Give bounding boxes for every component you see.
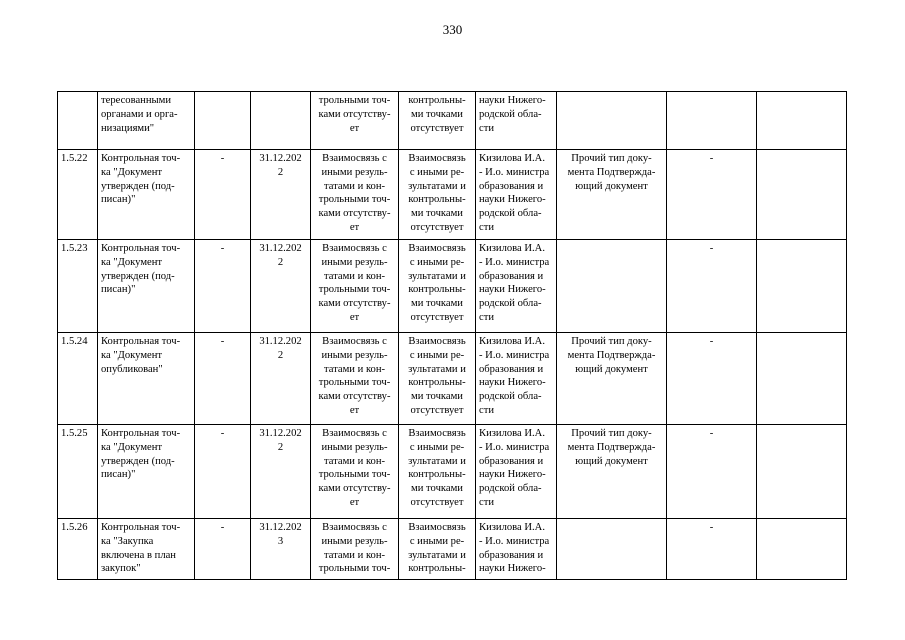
cell-number-text: 1.5.26 — [61, 522, 88, 533]
cell-control-points-text: Взаимосвязь с иными ре- зультатами и контрольны- — [408, 522, 466, 575]
cell-document-type — [557, 240, 667, 333]
cell-number — [58, 92, 98, 150]
cell-last — [667, 519, 757, 580]
cell-dash — [195, 425, 251, 519]
table-row — [58, 92, 847, 150]
cell-control-points-text: Взаимосвязь с иными ре- зультатами и контрольны- ми точками отсутствует — [408, 153, 466, 233]
table-row — [58, 150, 847, 240]
cell-empty — [757, 519, 847, 580]
cell-control-points — [399, 240, 476, 333]
cell-last-text: - — [709, 153, 714, 164]
cell-responsible — [476, 240, 557, 333]
cell-number — [58, 240, 98, 333]
cell-name — [98, 150, 195, 240]
cell-date-text: 31.12.202 2 — [259, 243, 302, 268]
cell-number — [58, 519, 98, 580]
cell-relation-text: Взаимосвязь с иными резуль- татами и кон- трольными точ- ками отсутству- ет — [318, 336, 391, 416]
cell-last-text: - — [709, 243, 714, 254]
cell-dash-text: - — [220, 522, 225, 533]
cell-responsible — [476, 92, 557, 150]
cell-empty — [757, 150, 847, 240]
cell-date — [251, 92, 311, 150]
control-points-table — [57, 91, 847, 580]
cell-dash-text: - — [220, 153, 225, 164]
cell-responsible-text: науки Нижего- родской обла- сти — [479, 95, 546, 134]
cell-relation — [311, 425, 399, 519]
cell-name-text: Контрольная точ- ка "Документ опубликован" — [101, 336, 181, 375]
cell-dash — [195, 333, 251, 425]
cell-dash — [195, 519, 251, 580]
cell-responsible-text: Кизилова И.А. - И.о. министра образования и науки Нижего- родской обла- сти — [479, 428, 550, 508]
cell-last — [667, 333, 757, 425]
cell-control-points — [399, 425, 476, 519]
cell-document-type-text: Прочий тип доку- мента Подтвержда- ющий документ — [567, 153, 656, 192]
cell-number-text: 1.5.22 — [61, 153, 88, 164]
cell-last — [667, 150, 757, 240]
cell-control-points-text: контрольны- ми точками отсутствует — [408, 95, 466, 134]
cell-last — [667, 240, 757, 333]
cell-last-text: - — [709, 336, 714, 347]
cell-relation-text: Взаимосвязь с иными резуль- татами и кон- трольными точ- ками отсутству- ет — [318, 243, 391, 323]
cell-date — [251, 150, 311, 240]
cell-control-points — [399, 150, 476, 240]
cell-date-text: 31.12.202 2 — [259, 428, 302, 453]
cell-responsible — [476, 150, 557, 240]
cell-dash — [195, 150, 251, 240]
cell-dash — [195, 240, 251, 333]
cell-control-points — [399, 333, 476, 425]
cell-relation — [311, 240, 399, 333]
cell-document-type — [557, 333, 667, 425]
cell-number — [58, 425, 98, 519]
cell-relation — [311, 92, 399, 150]
table-row — [58, 333, 847, 425]
cell-name — [98, 92, 195, 150]
table-row — [58, 425, 847, 519]
cell-name — [98, 425, 195, 519]
cell-responsible-text: Кизилова И.А. - И.о. министра образования и науки Нижего- — [479, 522, 550, 575]
cell-name-text: Контрольная точ- ка "Документ утвержден (под- писан)" — [101, 243, 181, 296]
cell-dash — [195, 92, 251, 150]
table-row — [58, 519, 847, 580]
cell-relation — [311, 150, 399, 240]
cell-responsible-text: Кизилова И.А. - И.о. министра образования и науки Нижего- родской обла- сти — [479, 153, 550, 233]
cell-number-text: 1.5.23 — [61, 243, 88, 254]
page-number: 330 — [442, 22, 463, 37]
cell-date-text: 31.12.202 2 — [259, 153, 302, 178]
cell-last-text: - — [709, 428, 714, 439]
cell-name — [98, 240, 195, 333]
cell-date — [251, 240, 311, 333]
cell-dash-text: - — [220, 428, 225, 439]
cell-relation — [311, 333, 399, 425]
cell-number-text: 1.5.25 — [61, 428, 88, 439]
cell-name-text: тересованными органами и орга- низациями" — [101, 95, 178, 134]
cell-control-points-text: Взаимосвязь с иными ре- зультатами и контрольны- ми точками отсутствует — [408, 336, 466, 416]
cell-relation-text: Взаимосвязь с иными резуль- татами и кон- трольными точ- ками отсутству- ет — [318, 153, 391, 233]
cell-document-type-text: Прочий тип доку- мента Подтвержда- ющий документ — [567, 336, 656, 375]
cell-empty — [757, 240, 847, 333]
cell-relation-text: трольными точ- ками отсутству- ет — [318, 95, 391, 134]
cell-name — [98, 333, 195, 425]
cell-empty — [757, 92, 847, 150]
cell-relation — [311, 519, 399, 580]
cell-number-text: 1.5.24 — [61, 336, 88, 347]
cell-last-text: - — [709, 522, 714, 533]
cell-responsible — [476, 519, 557, 580]
cell-relation-text: Взаимосвязь с иными резуль- татами и кон- трольными точ- — [318, 522, 391, 575]
cell-relation-text: Взаимосвязь с иными резуль- татами и кон- трольными точ- ками отсутству- ет — [318, 428, 391, 508]
cell-control-points — [399, 519, 476, 580]
cell-document-type — [557, 92, 667, 150]
cell-control-points — [399, 92, 476, 150]
cell-responsible-text: Кизилова И.А. - И.о. министра образования и науки Нижего- родской обла- сти — [479, 336, 550, 416]
cell-document-type — [557, 425, 667, 519]
cell-document-type — [557, 519, 667, 580]
cell-date-text: 31.12.202 2 — [259, 336, 302, 361]
cell-date-text: 31.12.202 3 — [259, 522, 302, 547]
cell-control-points-text: Взаимосвязь с иными ре- зультатами и контрольны- ми точками отсутствует — [408, 243, 466, 323]
cell-date — [251, 333, 311, 425]
cell-responsible-text: Кизилова И.А. - И.о. министра образования и науки Нижего- родской обла- сти — [479, 243, 550, 323]
cell-name — [98, 519, 195, 580]
cell-document-type-text: Прочий тип доку- мента Подтвержда- ющий документ — [567, 428, 656, 467]
cell-empty — [757, 333, 847, 425]
cell-number — [58, 150, 98, 240]
cell-last — [667, 425, 757, 519]
cell-empty — [757, 425, 847, 519]
table-row — [58, 240, 847, 333]
cell-responsible — [476, 333, 557, 425]
cell-number — [58, 333, 98, 425]
cell-responsible — [476, 425, 557, 519]
cell-name-text: Контрольная точ- ка "Закупка включена в план закупок" — [101, 522, 181, 575]
cell-date — [251, 425, 311, 519]
cell-name-text: Контрольная точ- ка "Документ утвержден (под- писан)" — [101, 428, 181, 481]
cell-name-text: Контрольная точ- ка "Документ утвержден (под- писан)" — [101, 153, 181, 206]
cell-date — [251, 519, 311, 580]
cell-dash-text: - — [220, 243, 225, 254]
cell-last — [667, 92, 757, 150]
cell-dash-text: - — [220, 336, 225, 347]
cell-control-points-text: Взаимосвязь с иными ре- зультатами и контрольны- ми точками отсутствует — [408, 428, 466, 508]
cell-document-type — [557, 150, 667, 240]
